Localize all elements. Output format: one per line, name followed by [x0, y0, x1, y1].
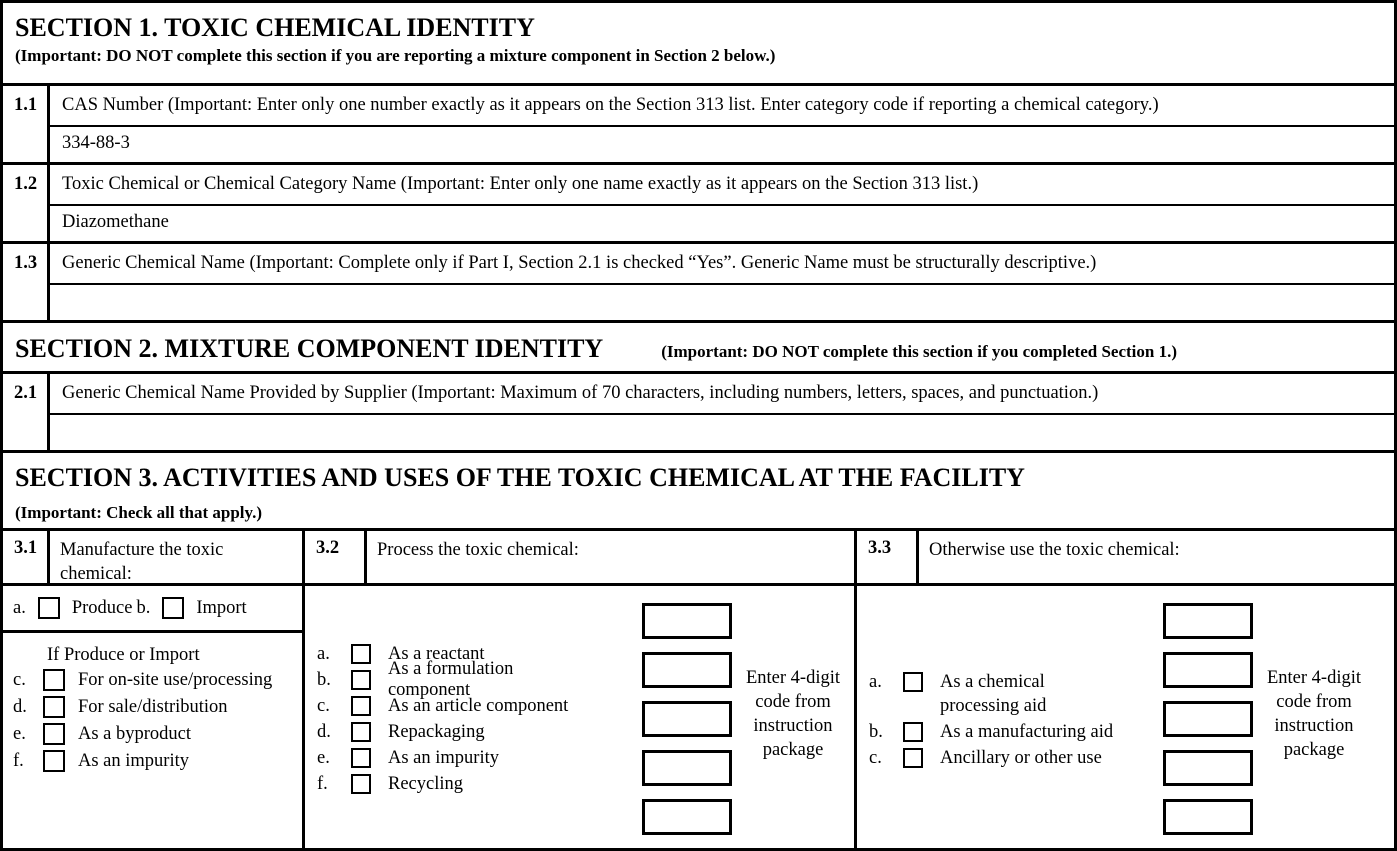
- process-code-caption: Enter 4-digit code from instruction package: [745, 668, 841, 760]
- list-item: [13, 723, 298, 745]
- row-cas-number: [3, 86, 1394, 165]
- produce-label: Produce: [71, 597, 133, 618]
- recycling-checkbox[interactable]: [351, 774, 371, 794]
- section2-header: [3, 323, 1394, 374]
- section2-title: SECTION 2. MIXTURE COMPONENT IDENTITY: [15, 334, 604, 363]
- list-item: [13, 696, 298, 718]
- option-letter: e.: [13, 723, 26, 744]
- list-item: [869, 720, 1147, 744]
- otherwise-code-box-4[interactable]: [1163, 750, 1253, 786]
- section3-note: (Important: Check all that apply.): [15, 503, 262, 522]
- supplier-generic-name-label: Generic Chemical Name Provided by Supplier (Important: Maximum of 70 characters, including numbers, letters, spaces, and punctuation.): [50, 374, 1394, 415]
- manufacture-header-label: Manufacture the toxic chemical:: [60, 540, 224, 584]
- option-label: As an impurity: [78, 750, 189, 771]
- process-code-box-3[interactable]: [642, 701, 732, 737]
- otherwise-header-label: Otherwise use the toxic chemical:: [929, 540, 1180, 560]
- list-item: [317, 694, 600, 718]
- otherwise-code-caption: Enter 4-digit code from instruction package: [1266, 668, 1362, 760]
- cas-number-label: CAS Number (Important: Enter only one number exactly as it appears on the Section 313 list. Enter category code if reporting a chemical category.): [50, 86, 1394, 127]
- row-number: 1.3: [3, 244, 50, 320]
- option-label: As a byproduct: [78, 723, 192, 744]
- section1-note: (Important: DO NOT complete this section if you are reporting a mixture component in Section 2 below.): [15, 46, 776, 65]
- otherwise-code-box-2[interactable]: [1163, 652, 1253, 688]
- option-letter: c.: [869, 748, 882, 768]
- row-chemical-name: [3, 165, 1394, 244]
- reactant-checkbox[interactable]: [351, 644, 371, 664]
- list-item: [317, 720, 600, 744]
- otherwise-code-box-1[interactable]: [1163, 603, 1253, 639]
- repackaging-checkbox[interactable]: [351, 722, 371, 742]
- section3-title: SECTION 3. ACTIVITIES AND USES OF THE TOXIC CHEMICAL AT THE FACILITY: [15, 463, 1025, 492]
- row-number: 1.1: [3, 86, 50, 162]
- option-letter: f.: [13, 750, 24, 771]
- option-label: As a chemical processing aid: [940, 672, 1047, 716]
- option-label: Recycling: [388, 773, 464, 794]
- produce-import-row: [3, 586, 302, 633]
- supplier-generic-name-field[interactable]: [50, 415, 1394, 450]
- list-item: [317, 746, 600, 770]
- process-header: [305, 531, 854, 586]
- otherwise-codes-area: [1147, 586, 1394, 848]
- process-code-box-5[interactable]: [642, 799, 732, 835]
- list-item: [13, 669, 298, 691]
- otherwise-number: 3.3: [857, 531, 919, 583]
- generic-chemical-name-label: Generic Chemical Name (Important: Complete only if Part I, Section 2.1 is checked “Yes”. Generic Name must be structurally descriptive.): [50, 244, 1394, 285]
- section3-body: [3, 531, 1394, 848]
- process-code-box-1[interactable]: [642, 603, 732, 639]
- row-generic-chemical-name: [3, 244, 1394, 323]
- import-label: Import: [196, 597, 247, 618]
- import-checkbox[interactable]: [162, 597, 184, 619]
- generic-chemical-name-field[interactable]: [50, 285, 1394, 320]
- section3-header: [3, 453, 1394, 531]
- option-letter: a.: [317, 643, 330, 664]
- process-code-stack: [642, 603, 732, 848]
- option-label: As a manufacturing aid: [940, 722, 1114, 742]
- manufacturing-aid-checkbox[interactable]: [903, 722, 923, 742]
- list-item: [869, 746, 1147, 770]
- byproduct-checkbox[interactable]: [43, 723, 65, 745]
- process-code-box-4[interactable]: [642, 750, 732, 786]
- option-label: As an article component: [388, 695, 569, 716]
- process-header-label: Process the toxic chemical:: [377, 540, 579, 560]
- process-options-list: [305, 586, 600, 848]
- sale-distribution-checkbox[interactable]: [43, 696, 65, 718]
- option-letter: f.: [317, 773, 328, 794]
- option-label: Ancillary or other use: [940, 748, 1102, 768]
- option-label: Repackaging: [388, 721, 485, 742]
- otherwise-code-box-5[interactable]: [1163, 799, 1253, 835]
- otherwise-column: [857, 531, 1394, 848]
- option-letter: e.: [317, 747, 330, 768]
- process-column: [305, 531, 857, 848]
- option-label: For sale/distribution: [78, 696, 228, 717]
- section1-header: [3, 3, 1394, 86]
- otherwise-code-stack: [1163, 603, 1253, 848]
- otherwise-header: [857, 531, 1394, 586]
- row-supplier-generic-name: [3, 374, 1394, 453]
- list-item: [317, 659, 600, 700]
- option-letter: c.: [13, 669, 26, 690]
- option-label: For on-site use/processing: [78, 669, 273, 690]
- chemical-processing-aid-checkbox[interactable]: [903, 672, 923, 692]
- list-item: [869, 670, 1147, 718]
- option-letter: b.: [317, 669, 331, 690]
- chemical-name-label: Toxic Chemical or Chemical Category Name (Important: Enter only one name exactly as it appears on the Section 313 list.): [50, 165, 1394, 206]
- option-label: As a reactant: [388, 643, 485, 664]
- produce-letter: a.: [13, 597, 26, 618]
- list-item: [13, 750, 298, 772]
- article-component-checkbox[interactable]: [351, 696, 371, 716]
- manufacture-column: [3, 531, 305, 848]
- cas-number-field[interactable]: 334-88-3: [62, 133, 130, 153]
- produce-import-subheading: If Produce or Import: [47, 645, 200, 665]
- impurity-checkbox[interactable]: [43, 750, 65, 772]
- process-codes-area: [600, 586, 854, 848]
- produce-checkbox[interactable]: [38, 597, 60, 619]
- option-letter: c.: [317, 695, 330, 716]
- manufacture-number: 3.1: [3, 531, 50, 586]
- formulation-component-checkbox[interactable]: [351, 670, 371, 690]
- otherwise-code-box-3[interactable]: [1163, 701, 1253, 737]
- impurity-process-checkbox[interactable]: [351, 748, 371, 768]
- otherwise-options-list: [857, 586, 1147, 848]
- manufacture-header: [3, 531, 302, 586]
- option-letter: b.: [869, 722, 883, 742]
- process-code-box-2[interactable]: [642, 652, 732, 688]
- row-number: 2.1: [3, 374, 50, 450]
- manufacture-options-list: [3, 633, 302, 772]
- ancillary-use-checkbox[interactable]: [903, 748, 923, 768]
- chemical-name-field[interactable]: Diazomethane: [62, 212, 169, 232]
- process-number: 3.2: [305, 531, 367, 583]
- onsite-use-checkbox[interactable]: [43, 669, 65, 691]
- section2-note: (Important: DO NOT complete this section if you completed Section 1.): [661, 342, 1177, 361]
- option-letter: d.: [13, 696, 27, 717]
- import-letter: b.: [136, 597, 151, 618]
- option-letter: d.: [317, 721, 331, 742]
- list-item: [317, 772, 600, 796]
- otherwise-body: [857, 586, 1394, 848]
- option-label: As a formulation component: [387, 659, 514, 700]
- process-body: [305, 586, 854, 848]
- row-number: 1.2: [3, 165, 50, 241]
- section1-title: SECTION 1. TOXIC CHEMICAL IDENTITY: [15, 13, 535, 42]
- option-letter: a.: [869, 672, 882, 692]
- option-label: As an impurity: [388, 747, 499, 768]
